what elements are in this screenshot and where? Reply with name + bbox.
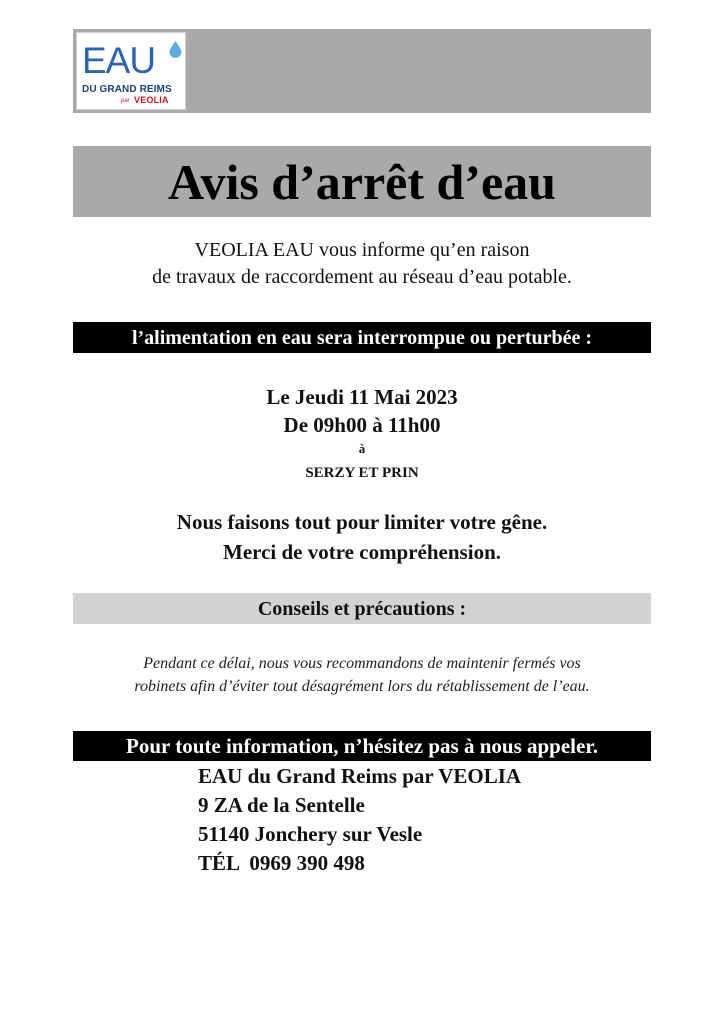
intro-paragraph [73,237,651,291]
contact-city: 51140 Jonchery sur Vesle [198,822,423,846]
intro-line-1: VEOLIA EAU vous informe qu’en raison [194,239,530,261]
logo-par-text: par [121,98,130,104]
interruption-location: SERZY ET PRIN [305,465,419,481]
contact-phone: TÉL 0969 390 498 [198,851,365,875]
contact-address [198,762,521,878]
logo-main-text: EAU [82,40,156,81]
location-preposition: à [358,441,366,456]
page-title: Avis d’arrêt d’eau [168,153,556,210]
header-band [73,29,651,113]
contact-banner [73,731,651,761]
contact-company: EAU du Grand Reims par VEOLIA [198,764,522,788]
apology-line-1: Nous faisons tout pour limiter votre gêne. [176,510,548,534]
interruption-banner [73,322,651,353]
advice-line-2: robinets afin d’éviter tout désagrément lors du rétablissement de l’eau. [134,678,590,695]
advice-line-1: Pendant ce délai, nous vous recommandons de maintenir fermés vos [143,655,581,672]
interruption-banner-text: l’alimentation en eau sera interrompue ou perturbée : [131,326,593,349]
logo-subtitle: DU GRAND REIMS [82,84,172,95]
interruption-time: De 09h00 à 11h00 [283,413,441,437]
logo-brand: VEOLIA [134,95,169,105]
intro-line-2: de travaux de raccordement au réseau d’eau potable. [152,266,572,288]
advice-heading-band [73,593,651,624]
apology-line-2: Merci de votre compréhension. [223,540,501,564]
contact-banner-text: Pour toute information, n’hésitez pas à nous appeler. [126,733,598,758]
title-band [73,146,651,217]
advice-paragraph [73,652,651,698]
interruption-date: Le Jeudi 11 Mai 2023 [266,385,458,409]
contact-street: 9 ZA de la Sentelle [198,793,365,817]
water-drop-icon [169,41,182,58]
company-logo [76,32,186,110]
advice-heading: Conseils et précautions : [257,597,467,620]
